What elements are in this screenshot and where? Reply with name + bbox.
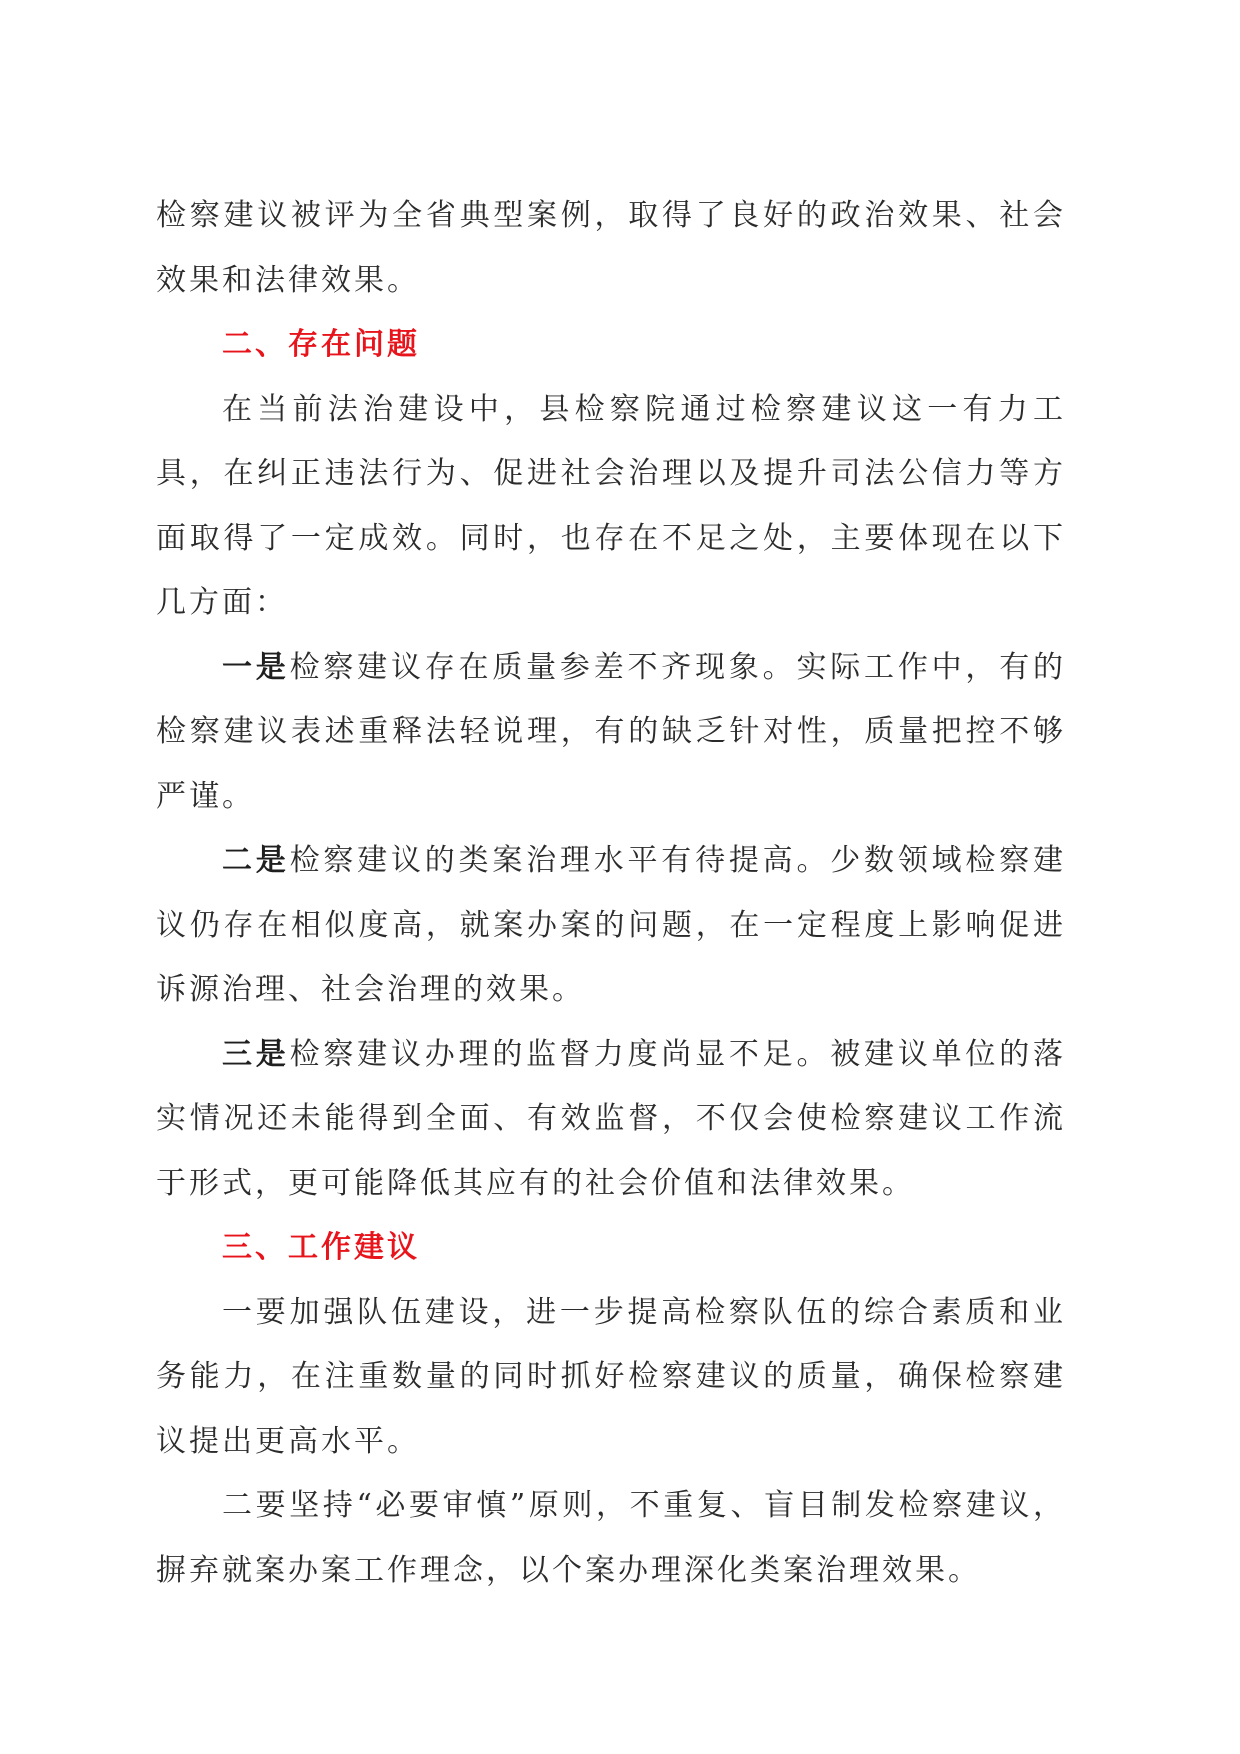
paragraph-issue-2 (156, 829, 1066, 1023)
section-heading-suggestions: 三、工作建议 (222, 1230, 420, 1265)
issue-1-lead: 一是 (222, 649, 290, 685)
document-body (156, 184, 1066, 1603)
paragraph-continuation: 检察建议被评为全省典型案例，取得了良好的政治效果、社会效果和法律效果。 (156, 198, 1066, 298)
issue-2-text: 检察建议的类案治理水平有待提高。少数领域检察建议仍存在相似度高，就案办案的问题，在一定程度上影响促进诉源治理、社会治理的效果。 (156, 843, 1067, 1007)
issue-3-text: 检察建议办理的监督力度尚显不足。被建议单位的落实情况还未能得到全面、有效监督，不仅会使检察建议工作流于形式，更可能降低其应有的社会价值和法律效果。 (156, 1036, 1067, 1201)
issue-2-lead: 二是 (222, 843, 290, 878)
paragraph-suggestion-1: 一要加强队伍建设，进一步提高检察队伍的综合素质和业务能力，在注重数量的同时抓好检察建议的质量，确保检察建议提出更高水平。 (156, 1294, 1066, 1459)
issue-1-text: 检察建议存在质量参差不齐现象。实际工作中，有的检察建议表述重释法轻说理，有的缺乏针对性，质量把控不够严谨。 (156, 649, 1067, 814)
paragraph-issues-intro: 在当前法治建设中，县检察院通过检察建议这一有力工具，在纠正违法行为、促进社会治理以及提升司法公信力等方面取得了一定成效。同时，也存在不足之处，主要体现在以下几方面： (156, 391, 1066, 620)
paragraph-issue-3 (156, 1023, 1066, 1217)
issue-3-lead: 三是 (222, 1036, 290, 1072)
section-heading-issues: 二、存在问题 (222, 327, 420, 362)
paragraph-suggestion-2: 二要坚持“必要审慎”原则，不重复、盲目制发检察建议，摒弃就案办案工作理念，以个案办理深化类案治理效果。 (156, 1488, 1066, 1588)
paragraph-issue-1 (156, 636, 1066, 830)
